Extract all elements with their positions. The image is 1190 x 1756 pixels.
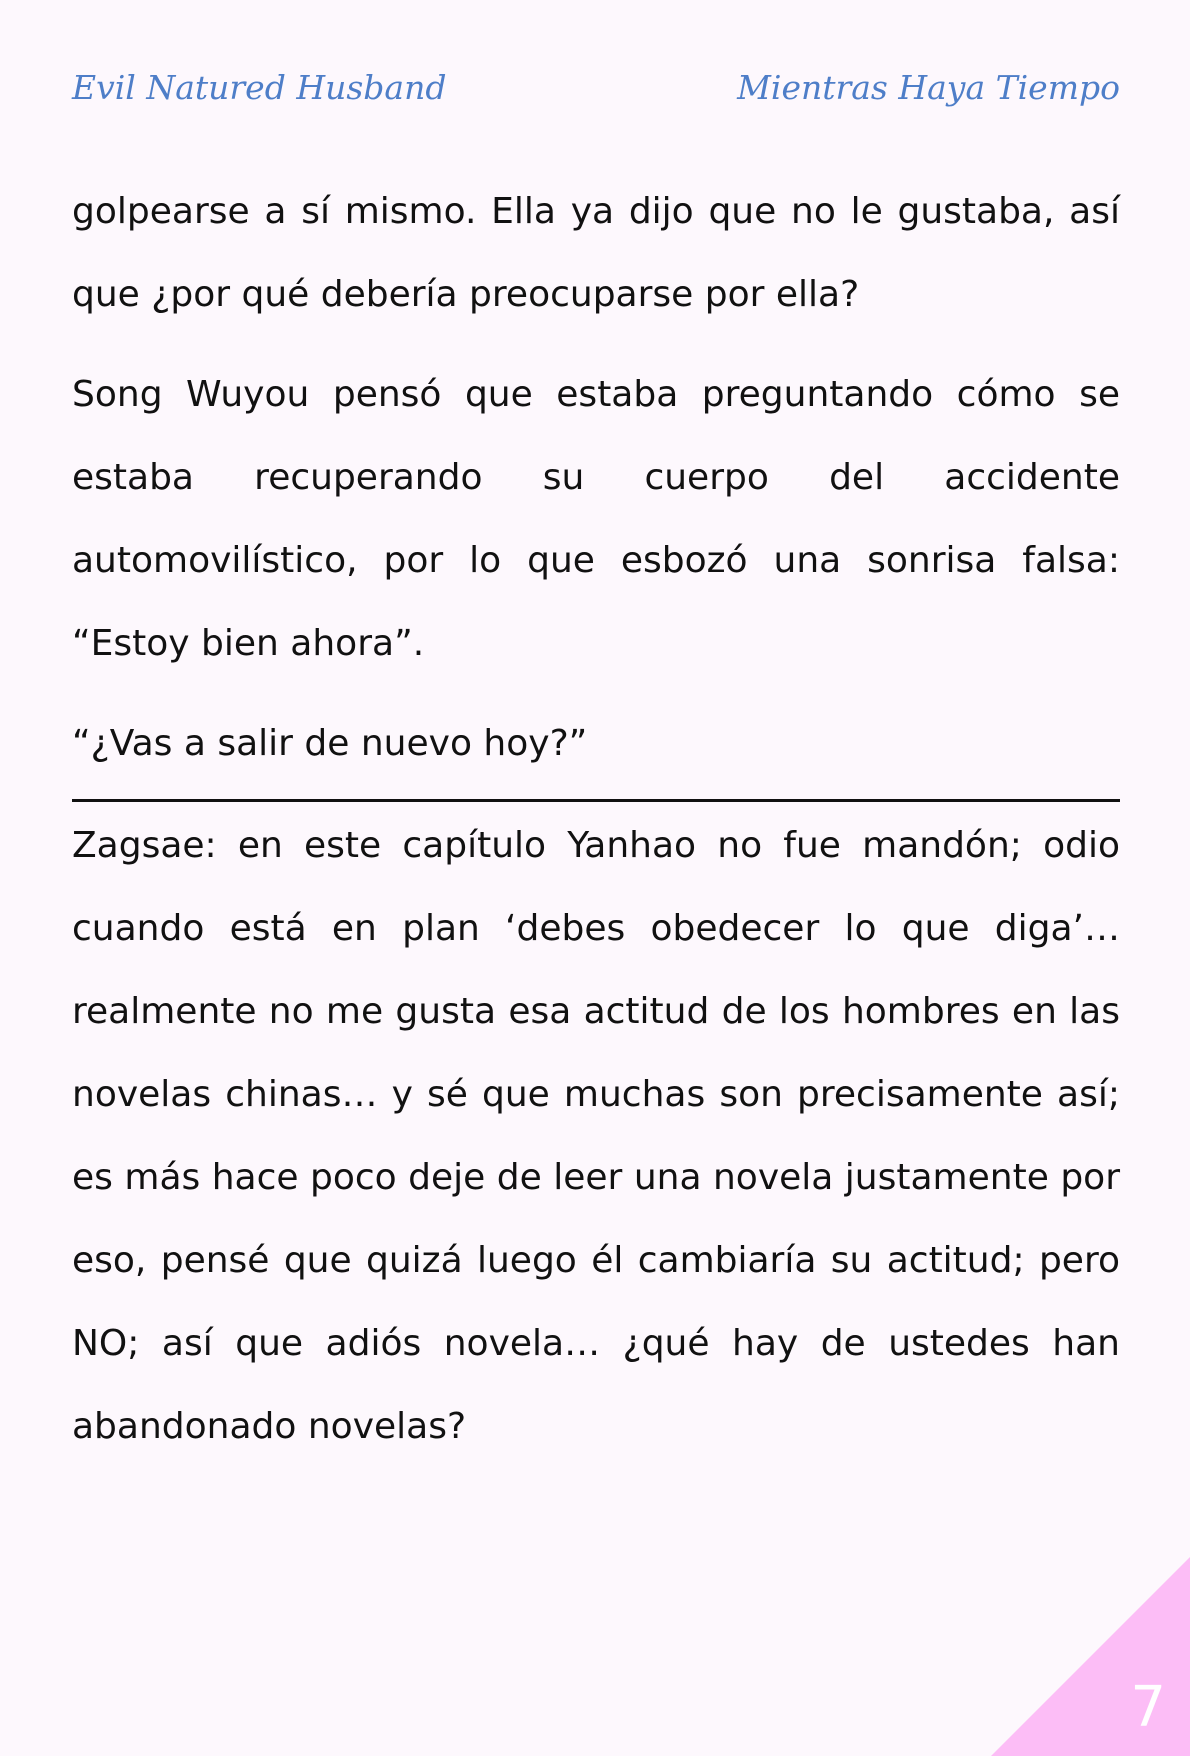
paragraph-1: golpearse a sí mismo. Ella ya dijo que no le gustaba, así que ¿por qué debería preocuparse por ella? bbox=[72, 191, 1120, 315]
page-number: 7 bbox=[1130, 1675, 1166, 1740]
translator-name: Mientras Haya Tiempo bbox=[737, 68, 1120, 107]
book-title: Evil Natured Husband bbox=[72, 68, 447, 107]
page-header bbox=[72, 68, 1120, 118]
page-content bbox=[72, 170, 1120, 1468]
paragraph-2: Song Wuyou pensó que estaba preguntando cómo se estaba recuperando su cuerpo del accidente automovilístico, por lo que esbozó una sonrisa falsa: “Estoy bien ahora”. bbox=[72, 374, 1120, 664]
translator-note: Zagsae: en este capítulo Yanhao no fue mandón; odio cuando está en plan ‘debes obedecer lo que diga’… realmente no me gusta esa actitud de los hombres en las novelas chinas… y sé que muchas son precisamente así; es más hace poco deje de leer una novela justamente por eso, pensé que quizá luego él cambiaría su actitud; pero NO; así que adiós novela… ¿qué hay de ustedes han abandonado novelas? bbox=[72, 825, 1120, 1447]
paragraph-3: “¿Vas a salir de nuevo hoy?” bbox=[72, 723, 588, 764]
divider-line bbox=[72, 799, 1120, 802]
